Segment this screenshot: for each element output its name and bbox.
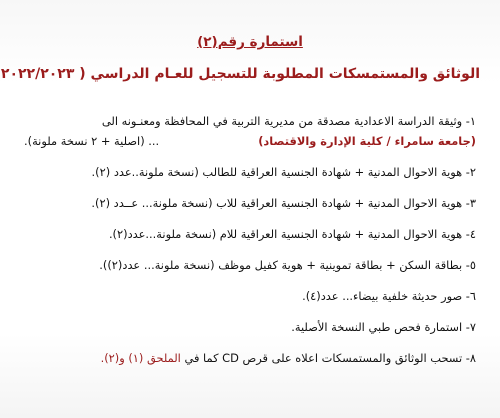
- list-item: [24, 163, 476, 181]
- list-item: [24, 225, 476, 243]
- item-3-text: ٣- هوية الاحوال المدنية + شهادة الجنسية العراقية للاب (نسخة ملونة... عــدد (٢).: [91, 196, 476, 210]
- list-item: [24, 318, 476, 336]
- item-7-text: ٧- استمارة فحص طبي النسخة الأصلية.: [291, 320, 476, 334]
- item-4-text: ٤- هوية الاحوال المدنية + شهادة الجنسية العراقية للام (نسخة ملونة...عدد(٢).: [108, 227, 476, 241]
- document-title: الوثائق والمستمسكات المطلوبة للتسجيل للعـام الدراسي ( ٢٠٢٢/٢٠٢٣: [0, 66, 480, 82]
- list-item: [24, 112, 476, 150]
- college-name: (جامعة سامراء / كلية الإدارة والاقتصاد): [258, 134, 476, 148]
- item-2-text: ٢- هوية الاحوال المدنية + شهادة الجنسية العراقية للطالب (نسخة ملونة..عدد (٢).: [91, 165, 476, 179]
- list-item: [24, 349, 476, 367]
- form-number: استمارة رقم(٢): [197, 34, 303, 50]
- list-item: [24, 256, 476, 274]
- list-item: [24, 287, 476, 305]
- item-1-copies: ... (اصلية + ٢ نسخة ملونة).: [24, 134, 160, 148]
- list-item: [24, 194, 476, 212]
- item-6-text: ٦- صور حديثة خلفية بيضاء... عدد(٤).: [302, 289, 476, 303]
- requirements-list: [24, 112, 476, 380]
- item-1-text: ١- وثيقة الدراسة الاعدادية مصدقة من مديرية التربية في المحافظة ومعنـونه الى: [101, 114, 476, 128]
- appendix-reference: الملحق (١) و(٢).: [100, 351, 181, 365]
- item-5-text: ٥- بطاقة السكن + بطاقة تموينية + هوية كفيل موظف (نسخة ملونة... عدد(٢)).: [99, 258, 476, 272]
- item-8-text: ٨- تسحب الوثائق والمستمسكات اعلاه على قرص CD كما في: [184, 351, 476, 365]
